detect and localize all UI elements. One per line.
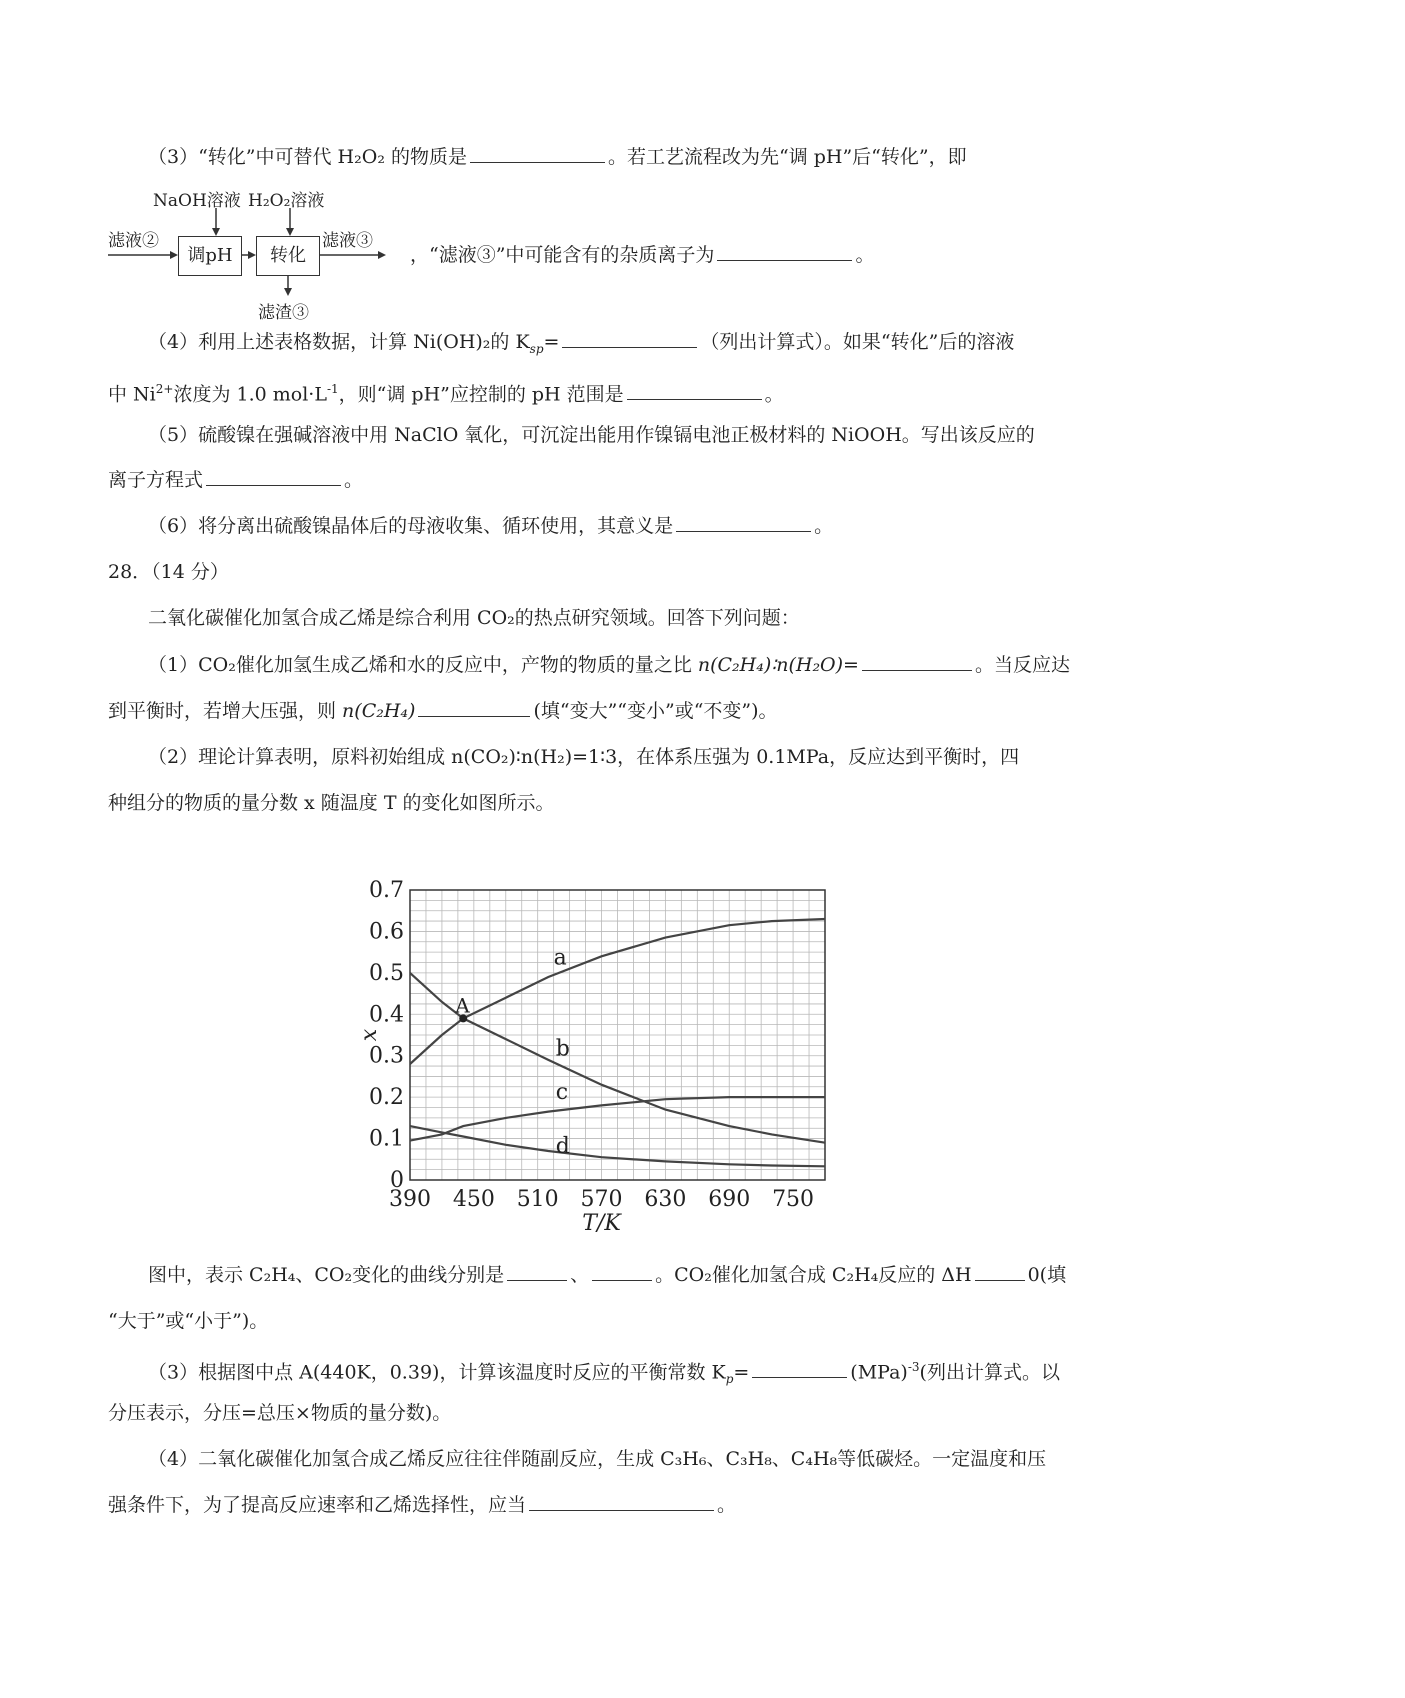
q28-header: 28．（14 分） bbox=[108, 561, 229, 583]
answer-blank[interactable] bbox=[627, 381, 762, 400]
q3-text-a: （3）“转化”中可替代 H₂O₂ 的物质是 bbox=[148, 146, 467, 168]
q3-line2: ，“滤液③”中可能含有的杂质离子为 。 bbox=[410, 244, 875, 266]
y-tick-label: 0.7 bbox=[369, 878, 404, 903]
y-tick-label: 0 bbox=[390, 1168, 404, 1193]
q28-p2-question-line2: “大于”或“小于”)。 bbox=[108, 1310, 269, 1332]
conversion-box: 转化 bbox=[256, 236, 320, 276]
filtrate3-label: 滤液③ bbox=[322, 231, 373, 251]
q28-p3-line1: （3）根据图中点 A(440K，0.39)，计算该温度时反应的平衡常数 $K_p= (MPa)^{-3}$(列出计算式。以 bbox=[148, 1360, 1060, 1387]
q28-p2-line2: 种组分的物质的量分数 x 随温度 T 的变化如图所示。 bbox=[108, 792, 555, 814]
series-label-a: a bbox=[553, 945, 567, 971]
answer-blank[interactable] bbox=[717, 242, 852, 261]
q28-p4-line2: 强条件下，为了提高反应速率和乙烯选择性，应当 。 bbox=[108, 1494, 737, 1516]
x-tick-label: 690 bbox=[708, 1187, 751, 1212]
y-tick-label: 0.2 bbox=[369, 1085, 404, 1111]
x-tick-label: 450 bbox=[452, 1187, 495, 1212]
mole-fraction-chart bbox=[357, 878, 868, 1240]
x-axis-label: T/K bbox=[582, 1211, 621, 1236]
q3-text-b: 。若工艺流程改为先“调 pH”后“转化”，即 bbox=[607, 146, 967, 168]
y-tick-label: 0.5 bbox=[369, 960, 404, 986]
y-tick-label: 0.4 bbox=[369, 1002, 404, 1028]
answer-blank[interactable] bbox=[418, 698, 530, 717]
answer-blank[interactable] bbox=[529, 1492, 714, 1511]
answer-blank[interactable] bbox=[470, 144, 605, 163]
x-tick-label: 570 bbox=[580, 1187, 623, 1212]
h2o2-solution-label: H₂O₂溶液 bbox=[248, 191, 325, 211]
answer-blank[interactable] bbox=[862, 652, 972, 671]
naoh-solution-label: NaOH溶液 bbox=[153, 191, 241, 211]
q6-line1: （6）将分离出硫酸镍晶体后的母液收集、循环使用，其意义是 。 bbox=[148, 515, 834, 537]
filtrate2-label: 滤液② bbox=[108, 231, 159, 251]
q28-p1-line2: 到平衡时，若增大压强，则 n(C₂H₄) (填“变大”“变小”或“不变”)。 bbox=[108, 700, 778, 722]
point-a-label: A bbox=[455, 993, 470, 1018]
y-tick-label: 0.6 bbox=[369, 919, 404, 945]
answer-blank[interactable] bbox=[752, 1359, 847, 1378]
answer-blank[interactable] bbox=[592, 1262, 652, 1281]
q28-p2-line1: （2）理论计算表明，原料初始组成 n(CO₂)∶n(H₂)=1∶3，在体系压强为 0.1MPa，反应达到平衡时，四 bbox=[148, 746, 1020, 768]
x-tick-label: 510 bbox=[516, 1187, 559, 1212]
q28-p3-line2: 分压表示，分压=总压×物质的量分数)。 bbox=[108, 1402, 452, 1424]
q3-line1 bbox=[148, 143, 1143, 171]
answer-blank[interactable] bbox=[975, 1262, 1025, 1281]
y-tick-label: 0.1 bbox=[369, 1126, 404, 1152]
q5-line2: 离子方程式 。 bbox=[108, 469, 364, 491]
y-tick-label: 0.3 bbox=[369, 1043, 404, 1069]
y-axis-label: x bbox=[357, 1028, 382, 1042]
q4-line2: 中 $Ni^{2+}$浓度为 1.0 $mol\cdot L^{-1}$，则“调 pH”应控制的 pH 范围是 。 bbox=[108, 382, 784, 406]
answer-blank[interactable] bbox=[676, 513, 811, 532]
q28-p2-question: 图中，表示 C₂H₄、CO₂变化的曲线分别是 、 。CO₂催化加氢合成 C₂H₄反应的 ΔH 0(填 bbox=[148, 1264, 1067, 1286]
residue3-label: 滤渣③ bbox=[258, 303, 309, 323]
x-tick-label: 630 bbox=[644, 1187, 687, 1212]
series-label-b: b bbox=[555, 1036, 570, 1062]
q3-text-c: ，“滤液③”中可能含有的杂质离子为 bbox=[410, 244, 715, 266]
process-flow-diagram bbox=[108, 191, 428, 338]
x-tick-label: 390 bbox=[389, 1187, 431, 1212]
answer-blank[interactable] bbox=[562, 329, 697, 348]
q28-intro: 二氧化碳催化加氢合成乙烯是综合利用 CO₂的热点研究领域。回答下列问题： bbox=[148, 607, 800, 629]
q28-p4-line1: （4）二氧化碳催化加氢合成乙烯反应往往伴随副反应，生成 C₃H₆、C₃H₈、C₄H₈等低碳烃。一定温度和压 bbox=[148, 1448, 1047, 1470]
series-label-c: c bbox=[555, 1080, 569, 1106]
x-tick-label: 750 bbox=[772, 1187, 815, 1212]
q4-line1: （4）利用上述表格数据，计算 Ni(OH)₂的 $K_{sp}=$ （列出计算式）。如果“转化”后的溶液 bbox=[148, 331, 1015, 356]
q5-line1: （5）硫酸镍在强碱溶液中用 NaClO 氧化，可沉淀出能用作镍镉电池正极材料的 NiOOH。写出该反应的 bbox=[148, 424, 1035, 446]
q28-p1-line1: （1）CO₂催化加氢生成乙烯和水的反应中，产物的物质的量之比 n(C₂H₄)∶n(H₂O)= 。当反应达 bbox=[148, 654, 1070, 676]
series-label-d: d bbox=[555, 1134, 570, 1160]
adjust-ph-box: 调pH bbox=[178, 236, 242, 276]
chart-grid bbox=[410, 890, 825, 1180]
answer-blank[interactable] bbox=[206, 467, 341, 486]
answer-blank[interactable] bbox=[507, 1262, 567, 1281]
